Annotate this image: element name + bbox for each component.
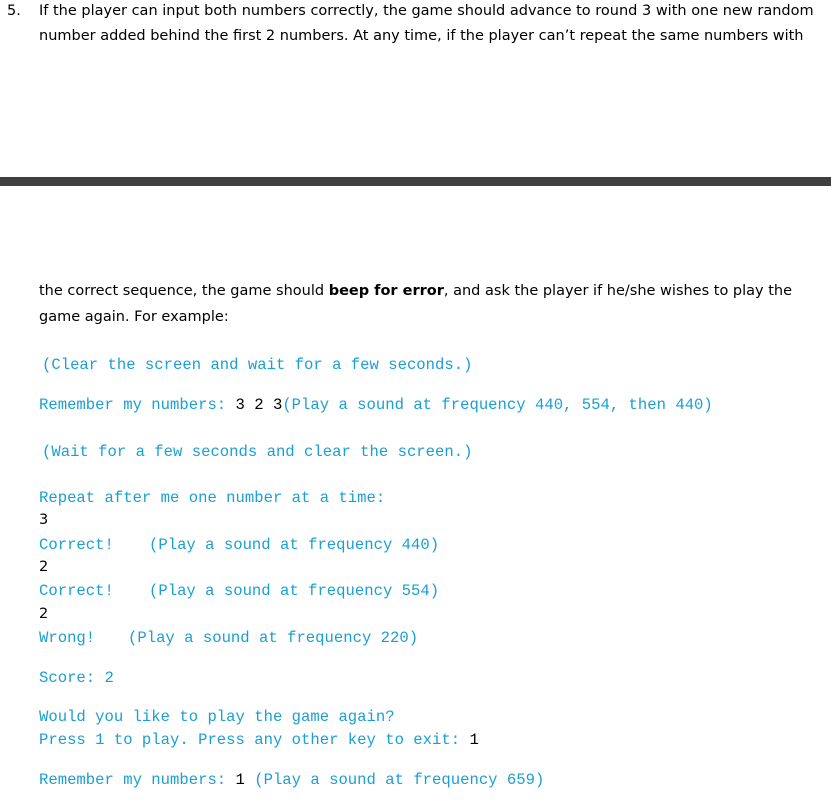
remember-label: Remember my numbers:	[39, 771, 236, 789]
example-sound-2: (Play a sound at frequency 554)	[149, 582, 440, 600]
bold-phrase: beep for error	[328, 283, 444, 299]
remember-sound: (Play a sound at frequency 659)	[254, 771, 545, 789]
example-play-again: Would you like to play the game again?	[39, 708, 395, 726]
remember-sound	[245, 771, 254, 789]
press-prompt: Press 1 to play. Press any other key to exit:	[39, 731, 470, 749]
example-input-2: 2	[39, 559, 49, 575]
example-remember-line-2	[39, 771, 544, 789]
paragraph-line-1: If the player can input both numbers correctly, the game should advance to round 3 with one new random	[39, 3, 814, 19]
paragraph-text: , and ask the player if he/she wishes to play the	[443, 283, 793, 299]
example-sound-1: (Play a sound at frequency 440)	[149, 536, 440, 554]
example-sound-3: (Play a sound at frequency 220)	[128, 629, 419, 647]
example-score: Score: 2	[39, 669, 114, 687]
example-repeat-prompt: Repeat after me one number at a time:	[39, 489, 386, 507]
example-press-line	[39, 731, 479, 749]
remember-label: Remember my numbers:	[39, 396, 236, 414]
page-divider	[0, 177, 831, 186]
remember-numbers: 3 2 3	[235, 396, 283, 414]
press-input: 1	[469, 731, 479, 749]
remember-number: 1	[235, 771, 245, 789]
example-clear-screen: (Clear the screen and wait for a few seconds.)	[42, 356, 473, 374]
example-correct-1: Correct!	[39, 536, 114, 554]
example-wrong: Wrong!	[39, 629, 96, 647]
example-correct-2: Correct!	[39, 582, 114, 600]
paragraph-line-4: game again. For example:	[39, 309, 229, 325]
paragraph-line-2: number added behind the first 2 numbers. At any time, if the player can’t repeat the same numbers with	[39, 28, 804, 44]
paragraph-line-3	[39, 283, 792, 299]
list-number: 5.	[7, 3, 21, 19]
example-wait-clear: (Wait for a few seconds and clear the screen.)	[42, 443, 473, 461]
example-remember-line	[39, 396, 713, 414]
paragraph-text: the correct sequence, the game should	[39, 283, 329, 299]
example-input-1: 3	[39, 512, 49, 528]
example-input-3: 2	[39, 606, 49, 622]
remember-sound: (Play a sound at frequency 440, 554, then 440)	[282, 396, 713, 414]
